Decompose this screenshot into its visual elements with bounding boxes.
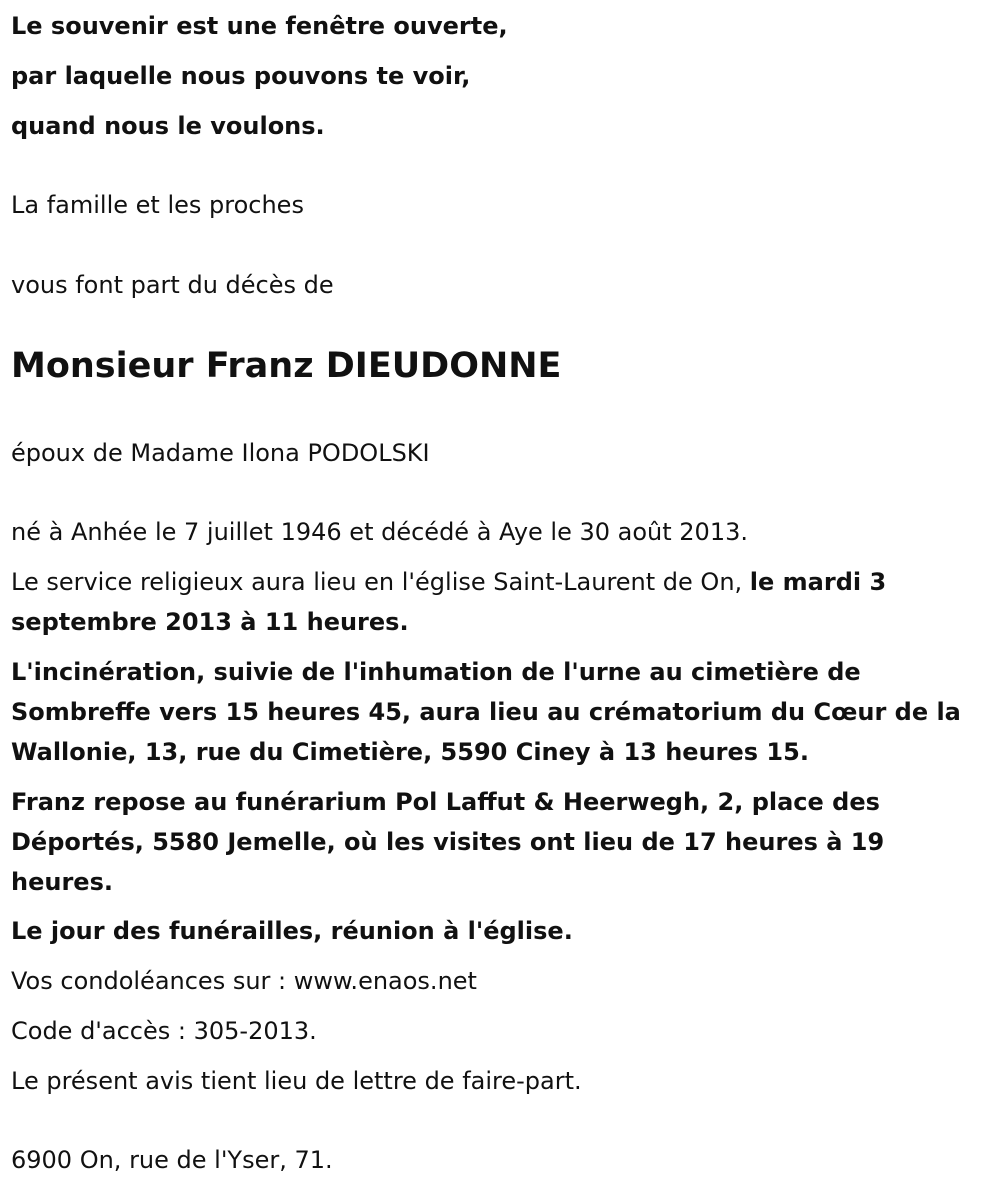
condolences-line: Vos condoléances sur : www.enaos.net bbox=[11, 967, 477, 995]
notice-line: Le présent avis tient lieu de lettre de faire-part. bbox=[11, 1067, 582, 1095]
service-text: Le service religieux aura lieu en l'église Saint-Laurent de On, bbox=[11, 568, 750, 596]
address-line: 6900 On, rue de l'Yser, 71. bbox=[11, 1146, 333, 1174]
poem-line-2: par laquelle nous pouvons te voir, bbox=[11, 62, 471, 90]
service-date: le mardi 3 septembre 2013 à 11 heures. bbox=[11, 568, 887, 636]
birth-death-line: né à Anhée le 7 juillet 1946 et décédé à Aye le 30 août 2013. bbox=[11, 518, 748, 546]
deceased-name: Monsieur Franz DIEUDONNE bbox=[11, 346, 562, 386]
service-paragraph bbox=[11, 562, 986, 642]
poem-line-3: quand nous le voulons. bbox=[11, 112, 325, 140]
spouse-line: époux de Madame Ilona PODOLSKI bbox=[11, 439, 430, 467]
poem-line-1: Le souvenir est une fenêtre ouverte, bbox=[11, 12, 508, 40]
access-code-line: Code d'accès : 305-2013. bbox=[11, 1017, 317, 1045]
announce-line: vous font part du décès de bbox=[11, 271, 334, 299]
meeting-line: Le jour des funérailles, réunion à l'église. bbox=[11, 917, 573, 945]
family-line: La famille et les proches bbox=[11, 191, 304, 219]
cremation-paragraph: L'incinération, suivie de l'inhumation de l'urne au cimetière de Sombreffe vers 15 heures 45, aura lieu au crématorium du Cœur de la Wallonie, 13, rue du Cimetière, 5590 Ciney à 13 heures 15. bbox=[11, 658, 961, 766]
visitation-paragraph: Franz repose au funérarium Pol Laffut & Heerwegh, 2, place des Déportés, 5580 Jemelle, où les visites ont lieu de 17 heures à 19 heures. bbox=[11, 788, 885, 896]
